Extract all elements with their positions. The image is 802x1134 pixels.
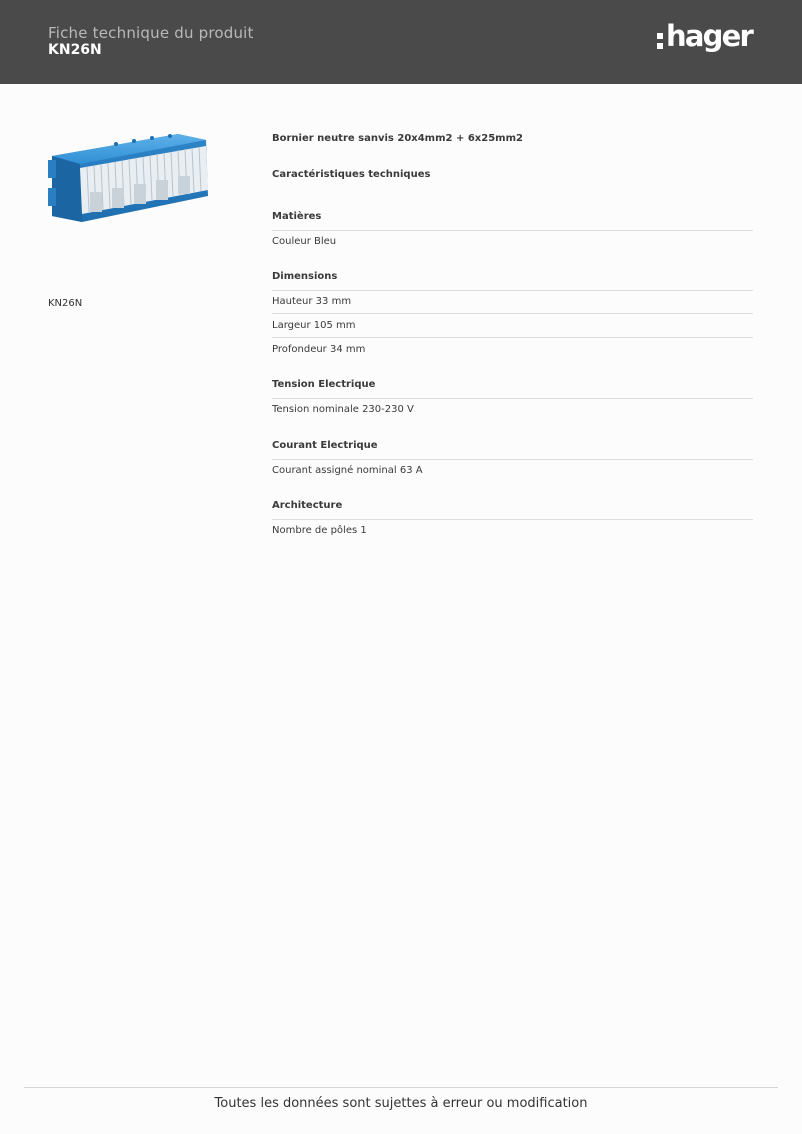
section-divider	[272, 519, 753, 520]
footer-divider	[24, 1087, 778, 1088]
section-title-current: Courant Electrique	[272, 440, 378, 451]
footer-disclaimer: Toutes les données sont sujettes à erreur ou modification	[214, 1096, 588, 1111]
hager-logo	[657, 19, 752, 62]
row-divider	[272, 313, 753, 314]
terminal-block-icon	[46, 126, 214, 232]
section-title-architecture: Architecture	[272, 500, 343, 511]
section-divider	[272, 459, 753, 460]
logo-text: hager	[666, 19, 752, 53]
spec-row: Couleur Bleu	[272, 236, 337, 247]
product-code-label: KN26N	[48, 298, 83, 309]
spec-row: Tension nominale 230-230 V	[272, 404, 414, 415]
section-divider	[272, 398, 753, 399]
section-title-dimensions: Dimensions	[272, 271, 338, 282]
section-title-voltage: Tension Electrique	[272, 379, 376, 390]
logo-colon-mark	[657, 30, 663, 52]
section-title-materials: Matières	[272, 211, 322, 222]
product-title: Bornier neutre sanvis 20x4mm2 + 6x25mm2	[272, 133, 523, 144]
spec-row: Nombre de pôles 1	[272, 525, 367, 536]
header-subtitle: Fiche technique du produit	[48, 24, 254, 42]
page-header	[0, 0, 802, 84]
specs-heading: Caractéristiques techniques	[272, 169, 431, 180]
spec-row: Courant assigné nominal 63 A	[272, 465, 423, 476]
spec-row: Hauteur 33 mm	[272, 296, 352, 307]
section-divider	[272, 290, 753, 291]
spec-row: Profondeur 34 mm	[272, 344, 366, 355]
spec-row: Largeur 105 mm	[272, 320, 356, 331]
row-divider	[272, 337, 753, 338]
header-product-code: KN26N	[48, 42, 102, 58]
section-divider	[272, 230, 753, 231]
